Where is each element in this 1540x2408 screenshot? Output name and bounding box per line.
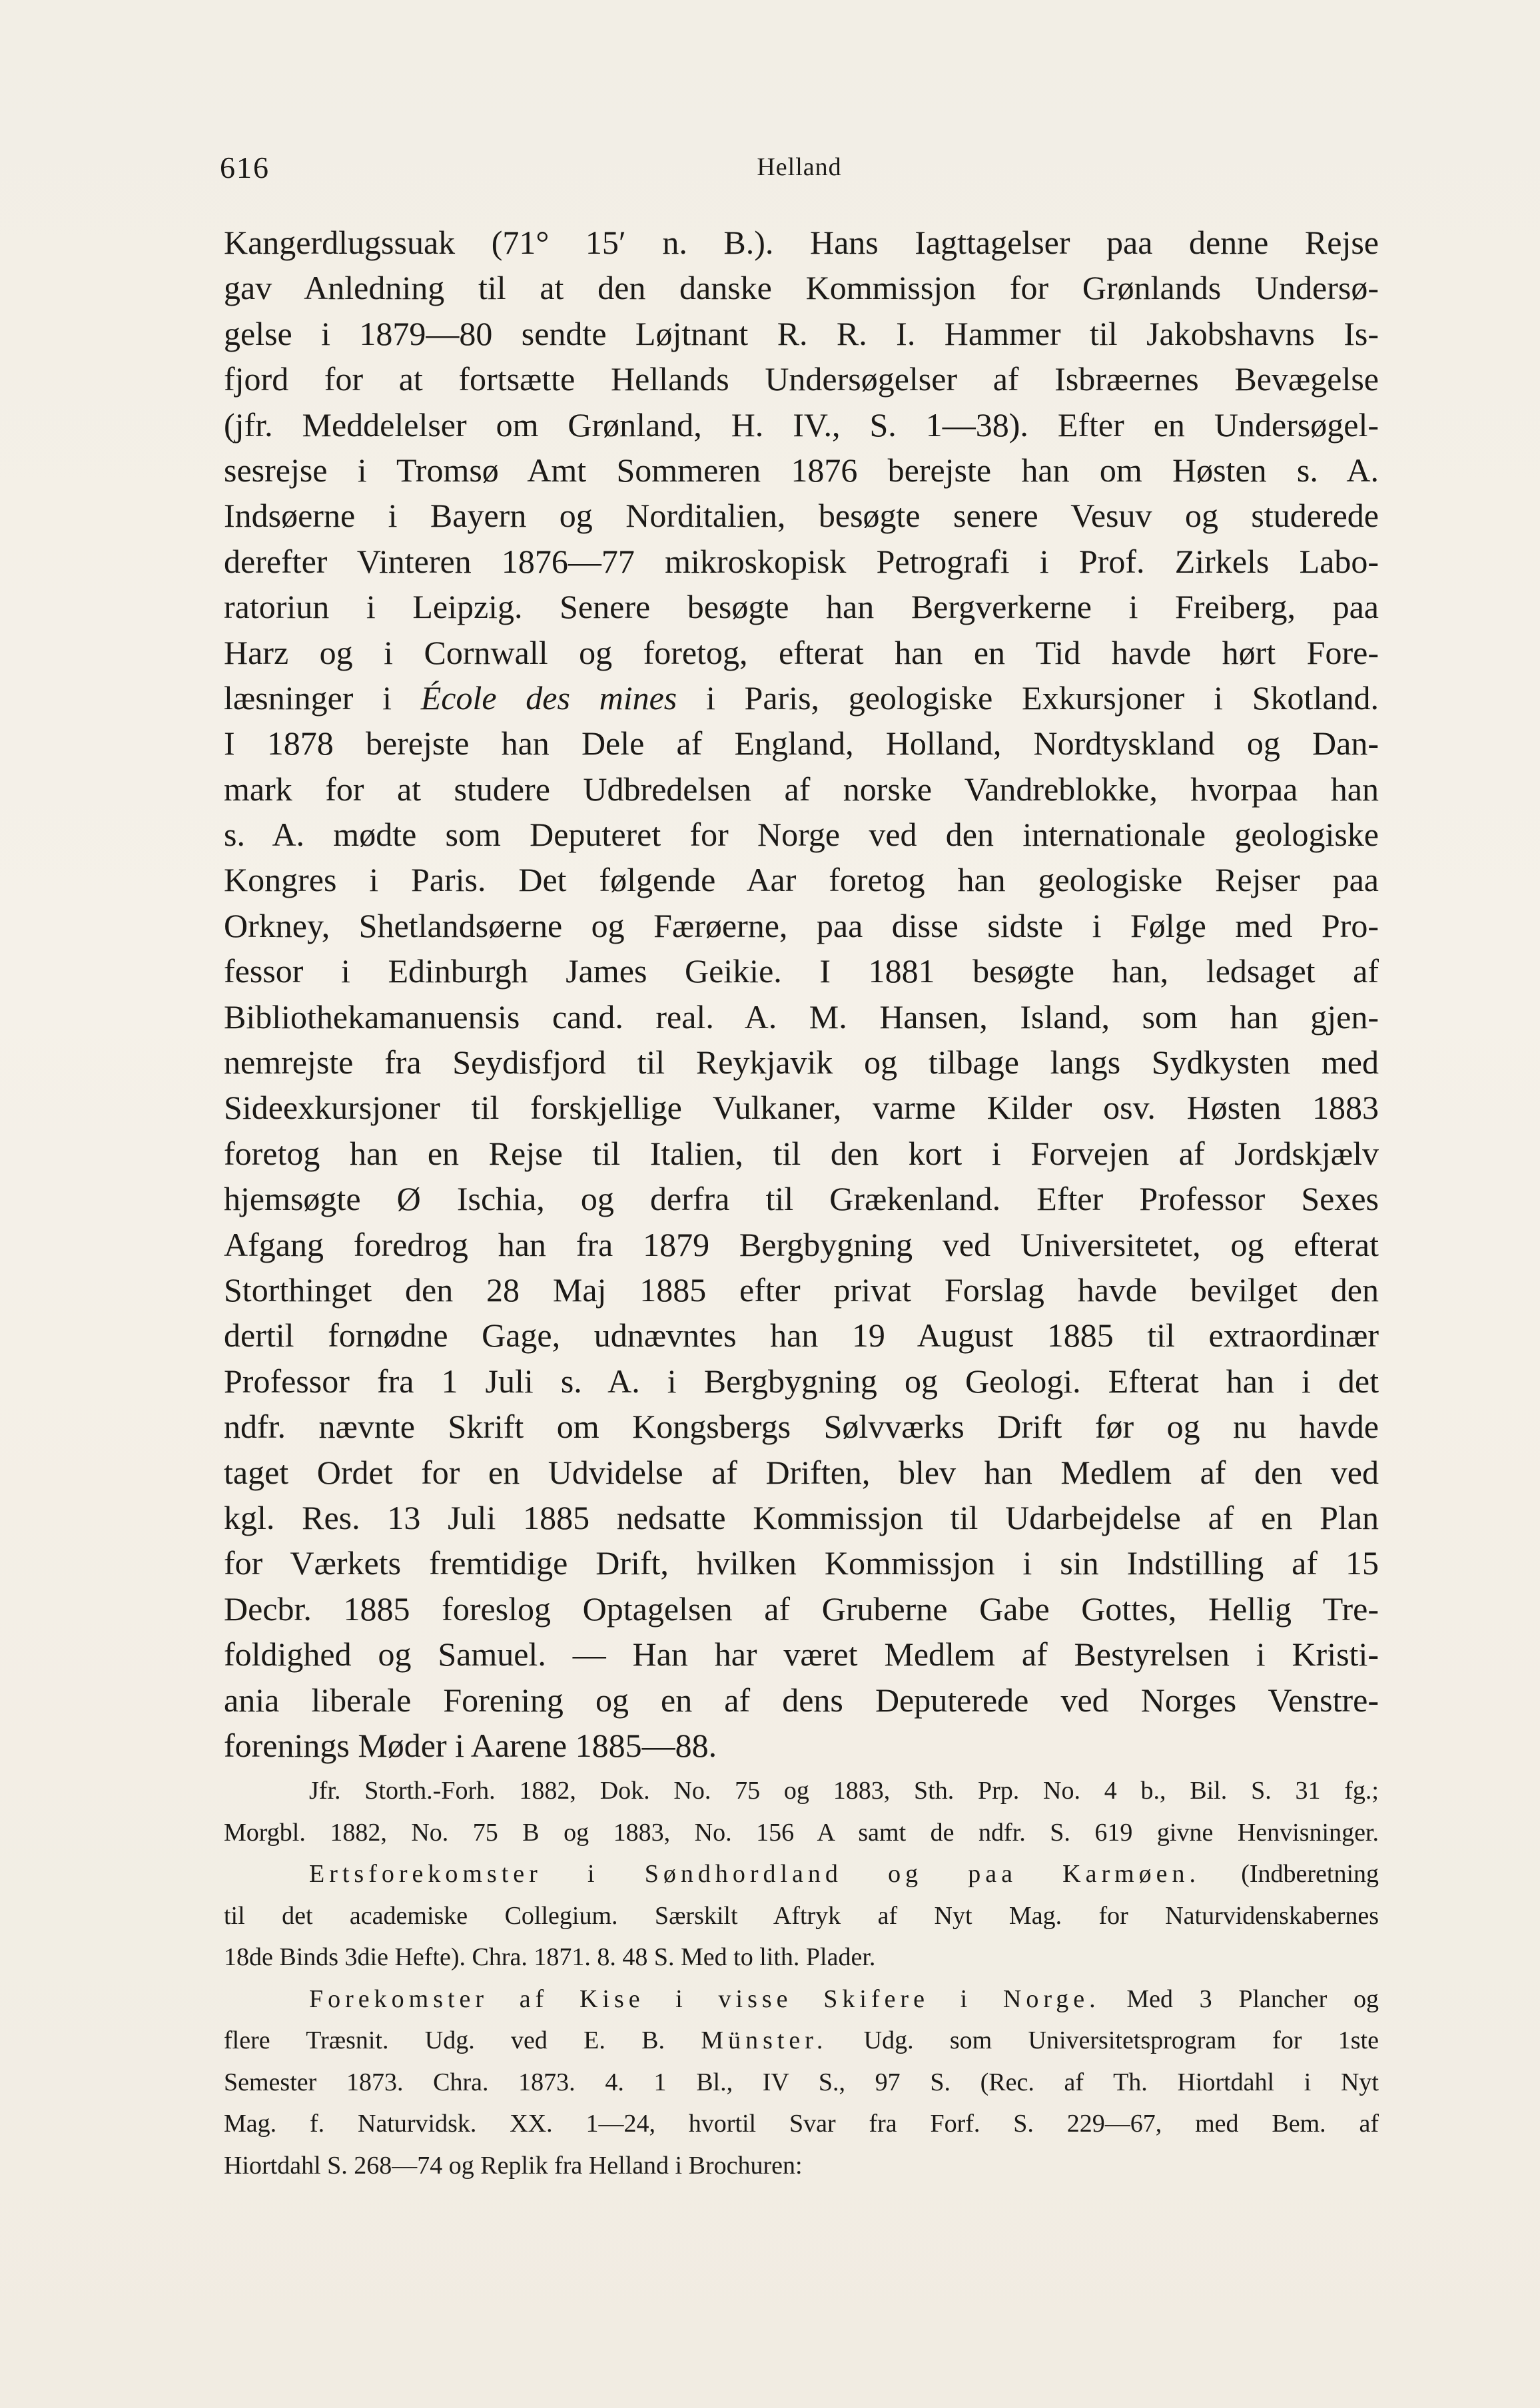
bibliography-entry-line: til det academiske Collegium. Særskilt Aftryk af Nyt Mag. for Naturvidenskabernes	[224, 1901, 1379, 1930]
bibliography-notes	[224, 1770, 1379, 2186]
work-details: (Indberetning	[1200, 1860, 1379, 1888]
bibliography-entry-line: 18de Binds 3die Hefte). Chra. 1871. 8. 48 S. Med to lith. Plader.	[224, 1943, 876, 1971]
work-details: Med 3 Plancher og	[1100, 1984, 1379, 2013]
text-line: Harz og i Cornwall og foretog, efterat han en Tid havde hørt Fore-	[224, 633, 1379, 671]
body-paragraph	[224, 220, 1379, 1768]
reference-line: Jfr. Storth.-Forh. 1882, Dok. No. 75 og 1883, Sth. Prp. No. 4 b., Bil. S. 31 fg.;	[309, 1777, 1379, 1805]
text-line: ratoriun i Leipzig. Senere besøgte han Bergverkerne i Freiberg, paa	[224, 588, 1379, 626]
text-line: kgl. Res. 13 Juli 1885 nedsatte Kommissjon til Udarbejdelse af en Plan	[224, 1498, 1379, 1536]
work-details: flere Træsnit. Udg. ved E. B.	[224, 2026, 701, 2054]
text-fragment: læsninger i	[224, 679, 421, 717]
bibliography-entry-line	[224, 1978, 1379, 2020]
text-line: gav Anledning til at den danske Kommissjon for Grønlands Undersø-	[224, 269, 1379, 307]
italic-term: École des mines	[420, 679, 677, 717]
text-line: foretog han en Rejse til Italien, til den kort i Forvejen af Jordskjælv	[224, 1134, 1379, 1172]
editor-name: Münster.	[701, 2026, 828, 2054]
text-line: taget Ordet for en Udvidelse af Driften, blev han Medlem af den ved	[224, 1453, 1379, 1491]
work-details: Udg. som Universitetsprogram for 1ste	[827, 2026, 1379, 2054]
text-line: Afgang foredrog han fra 1879 Bergbygning ved Universitetet, og efterat	[224, 1225, 1379, 1263]
text-line: forenings Møder i Aarene 1885—88.	[224, 1726, 717, 1764]
reference-line: Morgbl. 1882, No. 75 B og 1883, No. 156 A samt de ndfr. S. 619 givne Henvisninger.	[224, 1818, 1379, 1847]
work-title: Forekomster af Kise i visse Skifere i Norge.	[309, 1984, 1100, 2013]
text-line: gelse i 1879—80 sendte Løjtnant R. R. I. Hammer til Jakobshavns Is-	[224, 314, 1379, 352]
text-line: (jfr. Meddelelser om Grønland, H. IV., S. 1—38). Efter en Undersøgel-	[224, 406, 1379, 444]
text-line: Orkney, Shetlandsøerne og Færøerne, paa disse sidste i Følge med Pro-	[224, 906, 1379, 944]
text-line: Storthinget den 28 Maj 1885 efter privat Forslag havde bevilget den	[224, 1271, 1379, 1309]
text-line: dertil fornødne Gage, udnævntes han 19 August 1885 til extraordinær	[224, 1317, 1379, 1354]
text-line: Decbr. 1885 foreslog Optagelsen af Gruberne Gabe Gottes, Hellig Tre-	[224, 1590, 1379, 1628]
text-line: Bibliothekamanuensis cand. real. A. M. Hansen, Island, som han gjen-	[224, 998, 1379, 1036]
running-head: Helland	[757, 153, 842, 181]
text-fragment: i Paris, geologiske Exkursjoner i Skotland.	[677, 679, 1379, 717]
text-line: Sideexkursjoner til forskjellige Vulkaner, varme Kilder osv. Høsten 1883	[224, 1089, 1379, 1127]
bibliography-entry-line	[224, 2020, 1379, 2062]
text-line: Kongres i Paris. Det følgende Aar foretog han geologiske Rejser paa	[224, 861, 1379, 899]
text-line: Professor fra 1 Juli s. A. i Bergbygning og Geologi. Efterat han i det	[224, 1362, 1379, 1400]
text-line: foldighed og Samuel. — Han har været Medlem af Bestyrelsen i Kristi-	[224, 1636, 1379, 1673]
bibliography-entry-line: Hiortdahl S. 268—74 og Replik fra Helland i Brochuren:	[224, 2151, 803, 2180]
text-line: sesrejse i Tromsø Amt Sommeren 1876 berejste han om Høsten s. A.	[224, 451, 1379, 489]
work-title: Ertsforekomster i Søndhordland og paa Karmøen.	[309, 1860, 1201, 1888]
text-line: fessor i Edinburgh James Geikie. I 1881 besøgte han, ledsaget af	[224, 952, 1379, 990]
page-header	[220, 150, 1379, 190]
text-line: Kangerdlugssuak (71° 15′ n. B.). Hans Iagttagelser paa denne Rejse	[224, 224, 1379, 261]
text-line: I 1878 berejste han Dele af England, Holland, Nordtyskland og Dan-	[224, 725, 1379, 762]
text-line: derefter Vinteren 1876—77 mikroskopisk Petrografi i Prof. Zirkels Labo-	[224, 542, 1379, 580]
text-line: ania liberale Forening og en af dens Deputerede ved Norges Venstre-	[224, 1681, 1379, 1719]
text-line	[224, 675, 1379, 721]
bibliography-entry-line	[224, 1853, 1379, 1895]
text-line: fjord for at fortsætte Hellands Undersøgelser af Isbræernes Bevægelse	[224, 360, 1379, 398]
text-line: Indsøerne i Bayern og Norditalien, besøgte senere Vesuv og studerede	[224, 497, 1379, 535]
text-line: hjemsøgte Ø Ischia, og derfra til Grækenland. Efter Professor Sexes	[224, 1180, 1379, 1218]
text-line: s. A. mødte som Deputeret for Norge ved den internationale geologiske	[224, 816, 1379, 854]
text-line: mark for at studere Udbredelsen af norske Vandreblokke, hvorpaa han	[224, 770, 1379, 808]
page-number: 616	[220, 150, 270, 184]
bibliography-entry-line: Mag. f. Naturvidsk. XX. 1—24, hvortil Svar fra Forf. S. 229—67, med Bem. af	[224, 2110, 1379, 2138]
text-line: for Værkets fremtidige Drift, hvilken Kommissjon i sin Indstilling af 15	[224, 1544, 1379, 1582]
text-line: ndfr. nævnte Skrift om Kongsbergs Sølvværks Drift før og nu havde	[224, 1408, 1379, 1446]
text-line: nemrejste fra Seydisfjord til Reykjavik og tilbage langs Sydkysten med	[224, 1044, 1379, 1081]
bibliography-entry-line: Semester 1873. Chra. 1873. 4. 1 Bl., IV S., 97 S. (Rec. af Th. Hiortdahl i Nyt	[224, 2068, 1379, 2096]
